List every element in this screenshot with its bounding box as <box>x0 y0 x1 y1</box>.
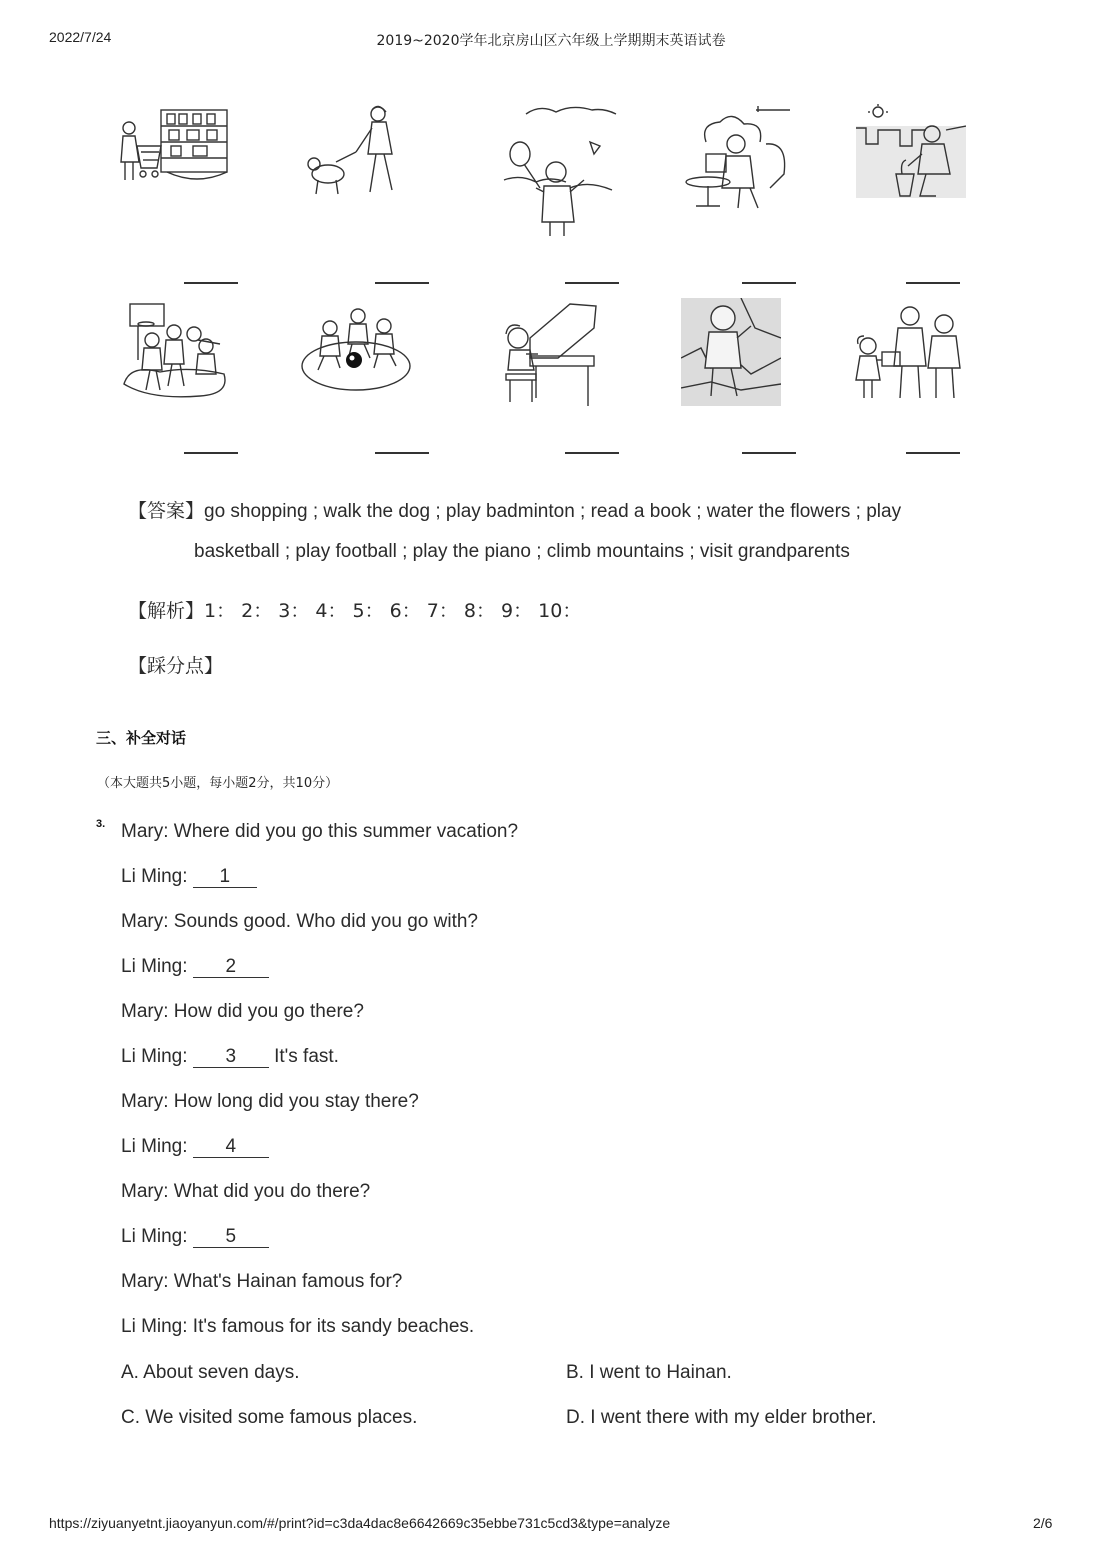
speaker-label: Li Ming: <box>121 1046 188 1067</box>
section-title: 三、补全对话 <box>96 729 187 747</box>
option-c[interactable]: C. We visited some famous places. <box>121 1407 418 1428</box>
answer-blank[interactable] <box>742 282 796 284</box>
picture-play-basketball <box>120 300 232 405</box>
document-title: 2019~2020学年北京房山区六年级上学期期末英语试卷 <box>376 33 726 49</box>
answer-line <box>128 496 901 523</box>
dialogue-line-6-suffix: It's fast. <box>274 1046 339 1067</box>
picture-water-the-flowers <box>856 104 966 207</box>
answer-blank[interactable] <box>375 452 429 454</box>
dialogue-blank-3[interactable]: 3 <box>193 1047 269 1068</box>
speaker-label: Li Ming: <box>121 866 188 887</box>
picture-play-football <box>300 304 412 399</box>
picture-walk-the-dog <box>306 104 412 205</box>
picture-play-badminton <box>500 102 618 243</box>
answer-blank[interactable] <box>375 282 429 284</box>
answer-blank[interactable] <box>565 452 619 454</box>
dialogue-line-6 <box>121 1046 339 1068</box>
dialogue-line-11: Mary: What's Hainan famous for? <box>121 1271 403 1292</box>
answer-blank[interactable] <box>184 282 238 284</box>
analysis-line <box>128 596 581 623</box>
speaker-label: Li Ming: <box>121 1226 188 1247</box>
dialogue-line-9: Mary: What did you do there? <box>121 1181 371 1202</box>
section-note: （本大题共5小题，每小题2分，共10分） <box>97 776 339 791</box>
option-b[interactable]: B. I went to Hainan. <box>566 1362 732 1383</box>
answer-blank[interactable] <box>565 282 619 284</box>
answer-blank[interactable] <box>906 452 960 454</box>
speaker-label: Li Ming: <box>121 1136 188 1157</box>
dialogue-line-2 <box>121 866 257 888</box>
dialogue-line-8 <box>121 1136 269 1158</box>
question-number: 3. <box>96 818 106 830</box>
scoring-points-label: 【踩分点】 <box>128 655 224 677</box>
analysis-text: 1： 2： 3： 4： 5： 6： 7： 8： 9： 10： <box>204 600 582 622</box>
answer-blank[interactable] <box>742 452 796 454</box>
dialogue-line-12: Li Ming: It's famous for its sandy beaches. <box>121 1316 475 1337</box>
answer-text-1: go shopping ; walk the dog ; play badminton ; read a book ; water the flowers ; play <box>204 501 902 522</box>
picture-climb-mountains <box>681 298 781 411</box>
picture-read-a-book <box>680 104 792 215</box>
dialogue-line-4 <box>121 956 269 978</box>
dialogue-blank-5[interactable]: 5 <box>193 1227 269 1248</box>
dialogue-line-5: Mary: How did you go there? <box>121 1001 364 1022</box>
option-a[interactable]: A. About seven days. <box>121 1362 300 1383</box>
dialogue-line-7: Mary: How long did you stay there? <box>121 1091 419 1112</box>
answer-text-2: basketball ; play football ; play the piano ; climb mountains ; visit grandparents <box>194 541 850 562</box>
page-number: 2/6 <box>1033 1515 1053 1531</box>
picture-play-the-piano <box>500 298 604 413</box>
picture-go-shopping <box>117 106 235 195</box>
dialogue-blank-2[interactable]: 2 <box>193 957 269 978</box>
dialogue-blank-4[interactable]: 4 <box>193 1137 269 1158</box>
speaker-label: Li Ming: <box>121 956 188 977</box>
answer-label: 【答案】 <box>128 500 205 522</box>
dialogue-line-1: Mary: Where did you go this summer vacation? <box>121 821 519 842</box>
print-date: 2022/7/24 <box>49 29 112 45</box>
dialogue-blank-1[interactable]: 1 <box>193 867 257 888</box>
analysis-label: 【解析】 <box>128 600 205 622</box>
dialogue-line-3: Mary: Sounds good. Who did you go with? <box>121 911 478 932</box>
picture-visit-grandparents <box>852 304 966 407</box>
answer-blank[interactable] <box>906 282 960 284</box>
dialogue-line-10 <box>121 1226 269 1248</box>
answer-blank[interactable] <box>184 452 238 454</box>
footer-url: https://ziyuanyetnt.jiaoyanyun.com/#/print?id=c3da4dac8e6642669c35ebbe731c5cd3&type=analyze <box>49 1515 671 1531</box>
option-d[interactable]: D. I went there with my elder brother. <box>566 1407 877 1428</box>
